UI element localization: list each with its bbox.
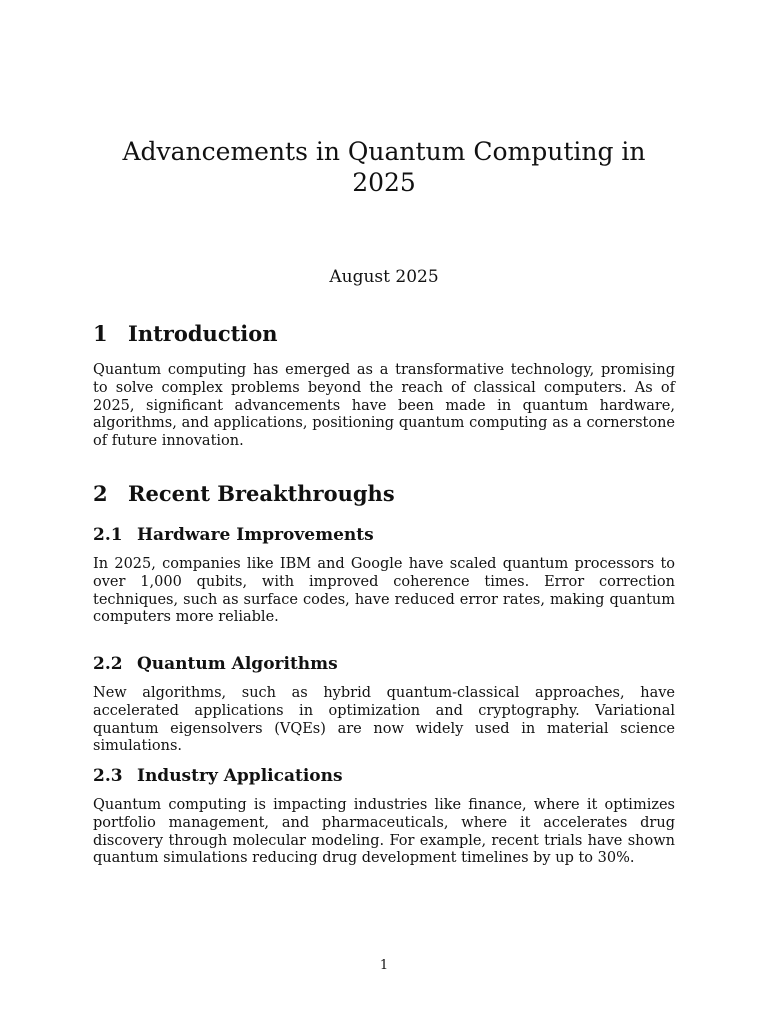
page-number: 1 xyxy=(379,958,389,973)
quantum-algorithms-paragraph: New algorithms, such as hybrid quantum-classical approaches, have accelerated applications in optimization and cryptography. Variational quantum eigensolvers (VQEs) are now widely used in material science simulations. xyxy=(93,685,675,755)
section-number: 1 xyxy=(93,321,108,346)
section-number: 2 xyxy=(93,481,108,506)
introduction-paragraph: Quantum computing has emerged as a transformative technology, promising to solve complex problems beyond the reach of classical computers. As of 2025, significant advancements have been made in quantum hardware, algorithms, and applications, positioning quantum computing as a cornerstone of future innovation. xyxy=(93,362,675,450)
hardware-improvements-paragraph: In 2025, companies like IBM and Google have scaled quantum processors to over 1,000 qubits, with improved coherence times. Error correction techniques, such as surface codes, have reduced error rates, making quantum computers more reliable. xyxy=(93,556,675,626)
section-title: Recent Breakthroughs xyxy=(128,481,395,506)
subsection-heading-industry-applications xyxy=(93,765,343,787)
document-title: Advancements in Quantum Computing in 2025 xyxy=(122,137,646,197)
subsection-title: Quantum Algorithms xyxy=(137,654,338,674)
section-heading-introduction xyxy=(93,321,278,347)
subsection-title: Hardware Improvements xyxy=(137,525,374,545)
subsection-number: 2.1 xyxy=(93,525,123,545)
section-heading-recent-breakthroughs xyxy=(93,481,395,507)
subsection-number: 2.3 xyxy=(93,766,123,786)
subsection-heading-quantum-algorithms xyxy=(93,653,338,675)
subsection-heading-hardware-improvements xyxy=(93,524,374,546)
document-date: August 2025 xyxy=(329,267,439,287)
section-title: Introduction xyxy=(128,321,278,346)
subsection-title: Industry Applications xyxy=(137,766,343,786)
subsection-number: 2.2 xyxy=(93,654,123,674)
industry-applications-paragraph: Quantum computing is impacting industries like finance, where it optimizes portfolio management, and pharmaceuticals, where it accelerates drug discovery through molecular modeling. For example, recent trials have shown quantum simulations reducing drug development timelines by up to 30%. xyxy=(93,797,675,867)
